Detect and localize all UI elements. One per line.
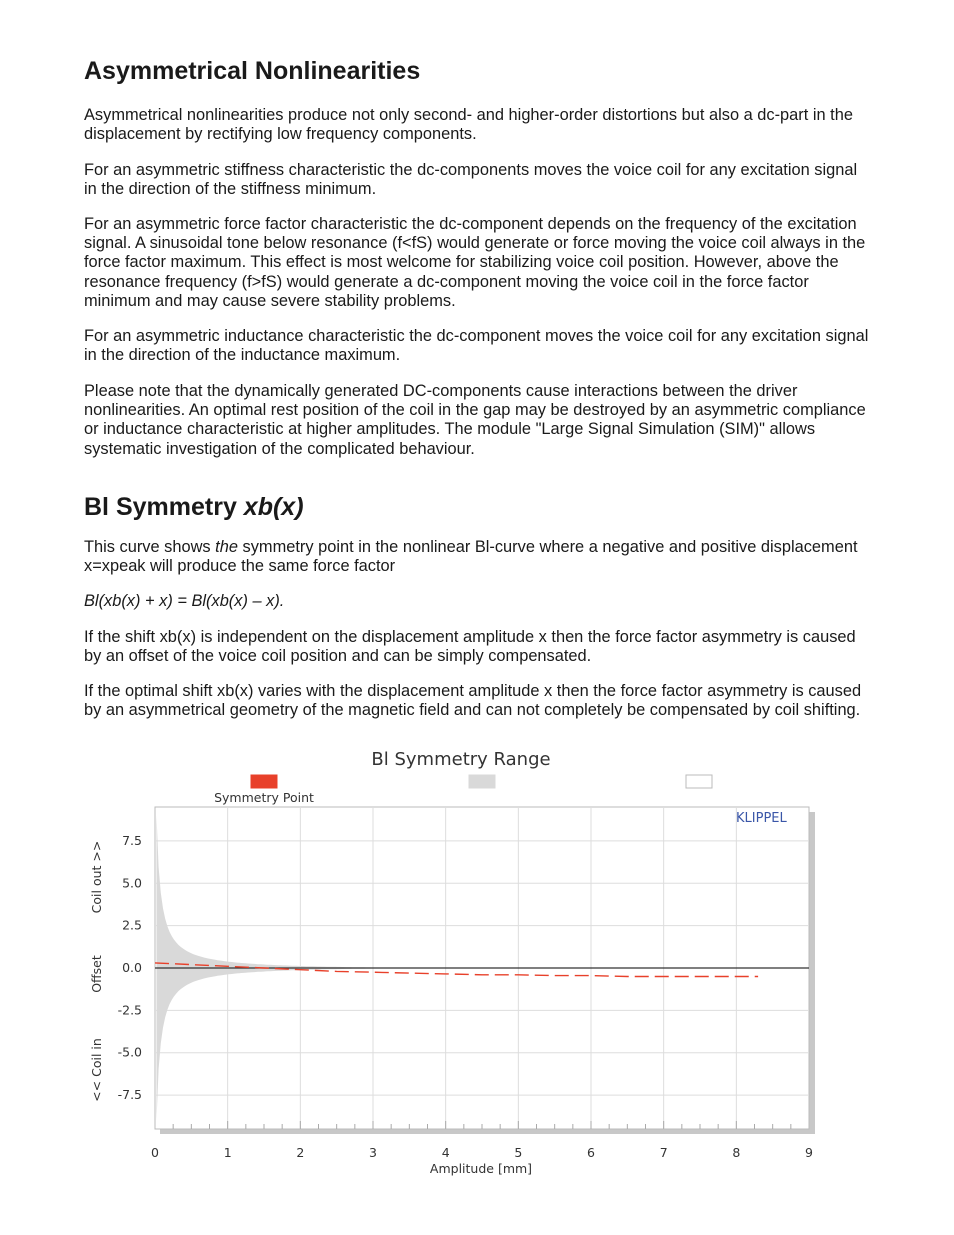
legend-label-0: Symmetry Point bbox=[214, 790, 314, 805]
formula: Bl(xb(x) + x) = Bl(xb(x) – x). bbox=[84, 592, 285, 610]
x-tick-label-5: 5 bbox=[514, 1145, 523, 1160]
p6-after: symmetry point in the nonlinear Bl-curve where a negative and positive displacement x=xpeak will produce the same force factor bbox=[84, 538, 858, 576]
x-tick-labels bbox=[151, 1145, 813, 1160]
p6-before: This curve shows bbox=[84, 538, 216, 556]
legend-swatch-1 bbox=[469, 775, 495, 788]
paragraph-8: If the optimal shift xb(x) varies with the displacement amplitude x then the force factor asymmetry is caused by an asymmetrical geometry of the magnetic field and can not completely be compensated by coil shifting. bbox=[84, 682, 862, 720]
paragraph-7: If the shift xb(x) is independent on the displacement amplitude x then the force factor asymmetry is caused by an offset of the voice coil position and can be simply compensated. bbox=[84, 628, 856, 666]
legend-swatch-0 bbox=[251, 775, 277, 788]
bl-symmetry-chart bbox=[80, 740, 840, 1180]
chart-svg bbox=[80, 740, 840, 1180]
x-tick-label-1: 1 bbox=[223, 1145, 232, 1160]
heading-text: Bl Symmetry bbox=[84, 493, 244, 521]
section-heading-bl-symmetry bbox=[84, 493, 304, 522]
y-tick-label-1: 5.0 bbox=[122, 875, 142, 891]
x-tick-label-2: 2 bbox=[296, 1145, 305, 1160]
paragraph-1: Asymmetrical nonlinearities produce not only second- and higher-order distortions but also a dc-part in the displacement by rectifying low frequency components. bbox=[84, 106, 853, 144]
paragraph-4: For an asymmetric inductance characteristic the dc-component moves the voice coil for any excitation signal in the direction of the inductance maximum. bbox=[84, 327, 869, 365]
paragraph-6 bbox=[84, 538, 874, 576]
y-tick-label-5: -5.0 bbox=[117, 1044, 142, 1060]
y-label-offset: Offset bbox=[89, 955, 104, 993]
legend-swatch-2 bbox=[686, 775, 712, 788]
chart-legend bbox=[214, 775, 712, 805]
y-label-coil-in: << Coil in bbox=[89, 1038, 104, 1102]
paragraph-5: Please note that the dynamically generated DC-components cause interactions between the driver nonlinearities. An optimal rest position of the coil in the gap may be destroyed by an asymmetric compliance or inductance characteristic at higher amplitudes. The module "Large Signal Simulation (SIM)" allows systematic investigation of the complicated behaviour. bbox=[84, 382, 866, 458]
paragraph-2: For an asymmetric stiffness characteristic the dc-components moves the voice coil for any excitation signal in the direction of the stiffness minimum. bbox=[84, 161, 858, 199]
paragraph-3: For an asymmetric force factor characteristic the dc-component depends on the frequency of the excitation signal. A sinusoidal tone below resonance (f<fS) would generate or force moving the voice coil always in the force factor maximum. This effect is most welcome for stabilizing voice coil position. However, above the resonance frequency (f>fS) would generate a dc-component moving the voice coil in the force factor minimum and may cause severe stability problems. bbox=[84, 215, 866, 310]
y-tick-label-2: 2.5 bbox=[122, 917, 142, 933]
section-heading-asymmetrical: Asymmetrical Nonlinearities bbox=[84, 57, 421, 85]
y-tick-label-3: 0.0 bbox=[122, 960, 142, 975]
y-label-coil-out: Coil out >> bbox=[89, 840, 104, 914]
x-tick-label-8: 8 bbox=[732, 1145, 741, 1160]
plot-shadow bbox=[809, 812, 815, 1134]
x-tick-label-3: 3 bbox=[369, 1145, 377, 1160]
x-tick-label-0: 0 bbox=[151, 1145, 159, 1160]
klippel-watermark: KLIPPEL bbox=[736, 811, 787, 826]
x-tick-label-9: 9 bbox=[805, 1145, 813, 1160]
p6-italic: the bbox=[215, 538, 238, 556]
x-tick-label-6: 6 bbox=[587, 1145, 595, 1160]
chart-title: Bl Symmetry Range bbox=[371, 749, 551, 770]
x-tick-label-7: 7 bbox=[659, 1145, 668, 1160]
x-axis-label: Amplitude [mm] bbox=[429, 1161, 533, 1176]
y-tick-labels bbox=[118, 833, 142, 1102]
heading-italic: xb(x) bbox=[243, 493, 304, 521]
y-tick-label-6: -7.5 bbox=[117, 1087, 142, 1103]
y-tick-label-4: -2.5 bbox=[117, 1002, 142, 1018]
y-tick-label-0: 7.5 bbox=[122, 832, 142, 848]
x-tick-label-4: 4 bbox=[441, 1145, 450, 1160]
